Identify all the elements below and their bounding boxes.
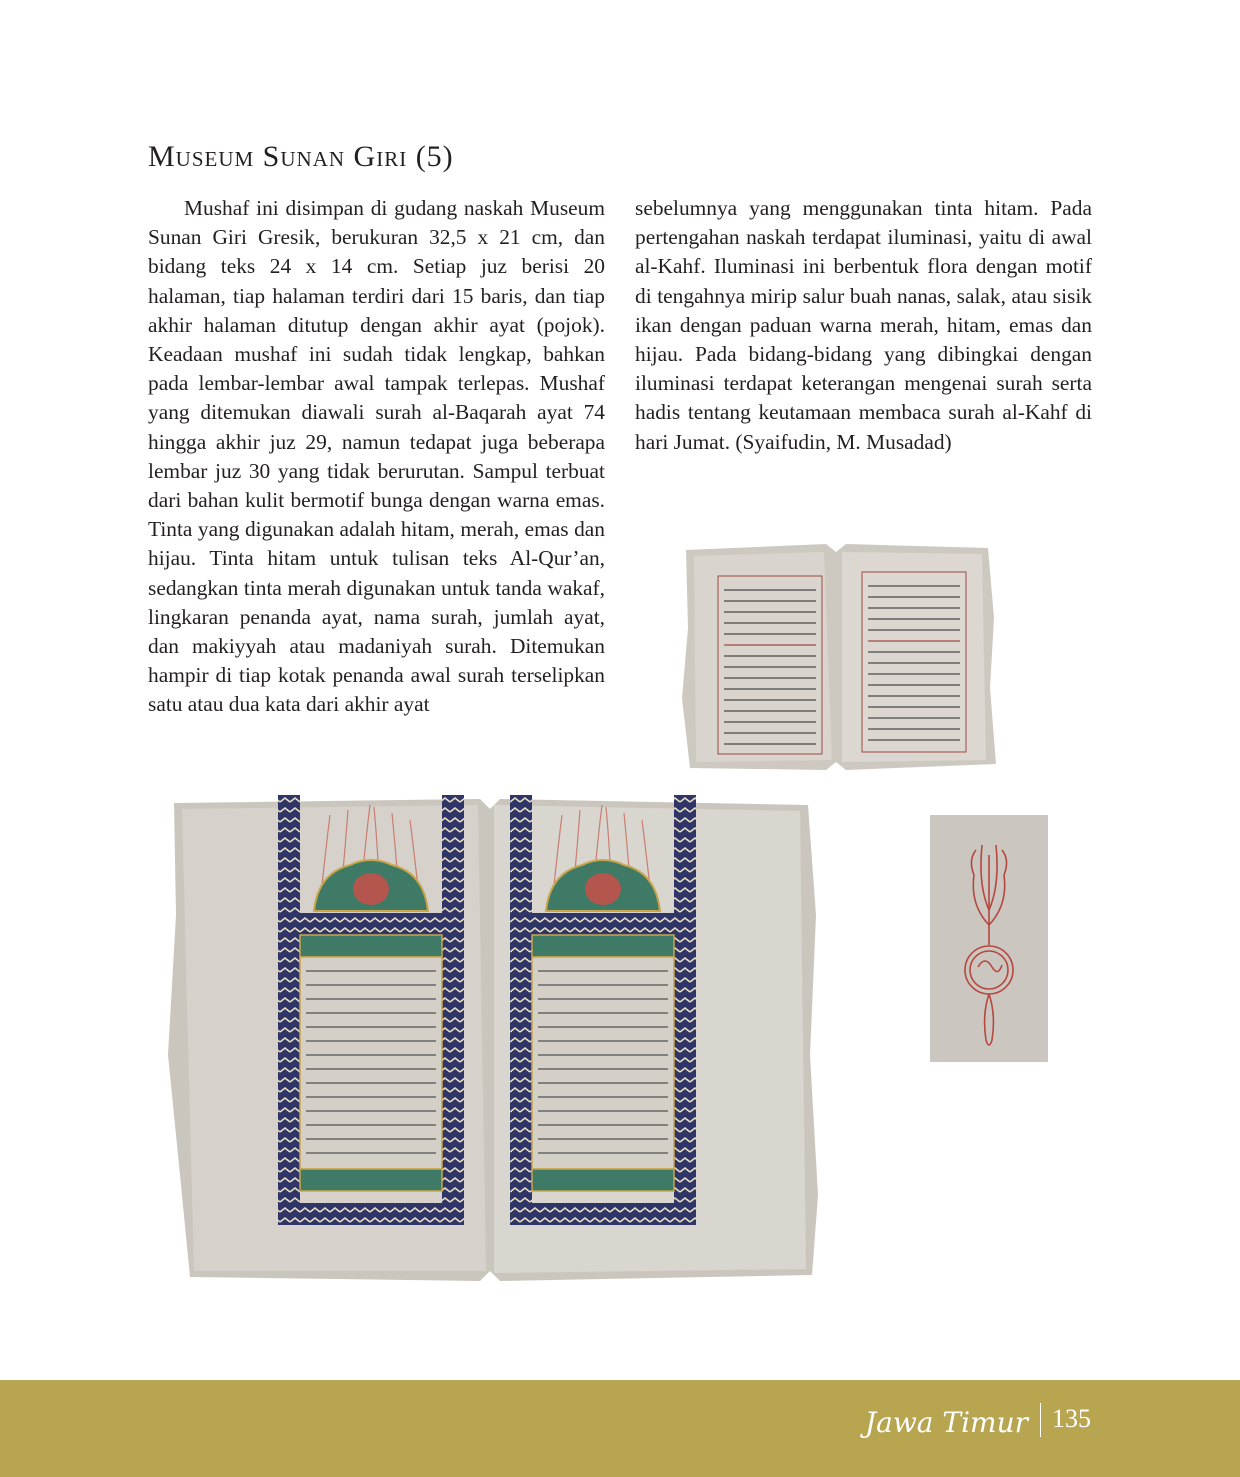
manuscript-photo-open-pages bbox=[676, 538, 998, 778]
page-number: 135 bbox=[1052, 1404, 1091, 1433]
footer-region-title: Jawa Timur bbox=[864, 1406, 1028, 1439]
page-title: Museum Sunan Giri (5) bbox=[148, 140, 454, 173]
manuscript-detail-ornament bbox=[930, 815, 1048, 1062]
manuscript-photo-illuminated-al-kahf bbox=[160, 795, 820, 1285]
body-text-right-column: sebelumnya yang menggunakan tinta hitam. Pada pertengahan naskah terdapat iluminasi, yaitu di awal al-Kahf. Iluminasi ini berbentuk flora dengan motif di tengahnya mirip salur buah nanas, salak, atau sisik ikan dengan paduan warna merah, hitam, emas dan hijau. Pada bidang-bidang yang dibingkai dengan iluminasi terdapat keterangan mengenai surah serta hadis tentang keutamaan membaca surah al-Kahf di hari Jumat. (Syaifudin, M. Musadad) bbox=[635, 196, 1092, 454]
footer-separator bbox=[1040, 1403, 1041, 1437]
body-text-left-column: Mushaf ini disimpan di gudang naskah Museum Sunan Giri Gresik, berukuran 32,5 x 21 cm, dan bidang teks 24 x 14 cm. Setiap juz berisi 20 halaman, tiap halaman terdiri dari 15 baris, dan tiap akhir halaman ditutup dengan akhir ayat (pojok). Keadaan mushaf ini sudah tidak lengkap, bahkan pada lembar-lembar awal tampak terlepas. Mushaf yang ditemukan diawali surah al-Baqarah ayat 74 hingga akhir juz 29, namun tedapat juga beberapa lembar juz 30 yang tidak berurutan. Sampul terbuat dari bahan kulit bermotif bunga dengan warna emas. Tinta yang digunakan adalah hitam, merah, emas dan hijau. Tinta hitam untuk tulisan teks Al-Qur’an, sedangkan tinta merah digunakan untuk tanda wakaf, lingkaran penanda ayat, nama surah, jumlah ayat, dan makiyyah atau madaniyah surah. Ditemukan hampir di tiap kotak penanda awal surah terselipkan satu atau dua kata dari akhir ayat bbox=[148, 196, 605, 717]
